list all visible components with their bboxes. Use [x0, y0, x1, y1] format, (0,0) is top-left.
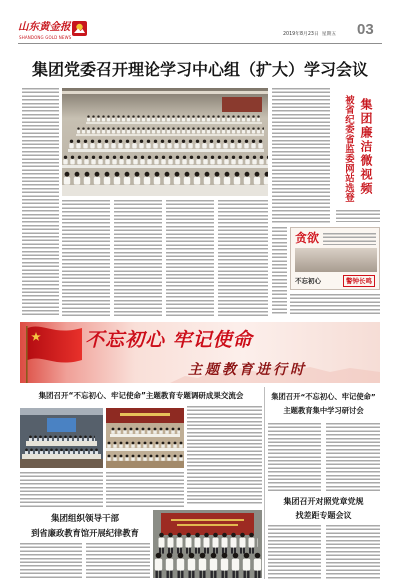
- study-seminar-headline-line1: 集团召开“不忘初心、牢记使命”: [271, 392, 376, 401]
- seated-row: [110, 427, 180, 434]
- video-still-image: [290, 227, 380, 290]
- discipline-education-headline-line1: 集团组织领导干部: [50, 514, 119, 524]
- gap-meeting-body-text: [326, 525, 380, 579]
- seated-row: [76, 127, 264, 134]
- video-still-title: 贪欲: [295, 231, 320, 245]
- lead-body-text: [62, 200, 110, 316]
- front-row-people: [153, 552, 262, 578]
- exchange-meeting-photo: [20, 408, 103, 468]
- header-rule: [18, 43, 382, 44]
- conference-table: [26, 441, 97, 446]
- video-still-caption-right: 警钟长鸣: [343, 275, 375, 287]
- lead-body-text: [272, 88, 330, 224]
- flag-cloth: [28, 326, 82, 362]
- issue-dateline: [283, 32, 336, 38]
- seated-row: [62, 155, 268, 165]
- exchange-meeting-body-text: [187, 406, 262, 506]
- backdrop-lettering: [120, 413, 170, 416]
- seminar-audience-photo: [106, 408, 184, 468]
- seated-row: [62, 171, 268, 185]
- lead-body-text: [114, 200, 162, 316]
- lead-body-text: [22, 88, 59, 316]
- masthead-english-title: SHANDONG GOLD NEWS: [19, 35, 72, 40]
- stage-screen: [222, 97, 262, 112]
- panel-lettering: [177, 524, 238, 526]
- panel-lettering: [171, 519, 244, 521]
- video-still-caption-left: 不忘初心: [295, 277, 321, 285]
- discipline-education-body-text: [20, 543, 82, 579]
- exchange-meeting-headline: 集团召开“不忘初心、牢记使命”主题教育专题调研成果交流会: [38, 391, 244, 400]
- sidebar-headline-main: 集团廉洁微视频: [359, 98, 373, 196]
- logo-sun: [76, 24, 82, 30]
- flag-pole: [26, 326, 28, 383]
- lead-headline: 集团党委召开理论学习中心组（扩大）学习会议: [31, 60, 368, 79]
- sidebar-body-text: [290, 294, 380, 316]
- study-seminar-body-text: [268, 423, 321, 491]
- lead-body-text: [166, 200, 214, 316]
- study-seminar-body-text: [326, 423, 380, 491]
- banner-slogan: 不忘初心 牢记使命: [85, 329, 253, 351]
- conference-table: [22, 454, 101, 459]
- desk-row: [106, 448, 184, 451]
- lead-meeting-photo: [62, 88, 268, 196]
- desk-row: [76, 134, 264, 136]
- video-still-small-text: [323, 233, 376, 245]
- seated-row: [68, 139, 264, 149]
- desk-row: [110, 434, 180, 437]
- issue-weekday: 星期五: [321, 32, 337, 37]
- sidebar-body-text: [272, 227, 287, 316]
- sidebar-byline-text: [336, 210, 380, 222]
- desk-row: [62, 165, 268, 168]
- seated-row: [106, 454, 184, 461]
- seated-row: [106, 441, 184, 448]
- seated-row: [28, 435, 95, 441]
- ceiling-lights: [62, 91, 268, 94]
- back-row-people: [157, 532, 258, 554]
- discipline-education-body-text: [86, 543, 150, 579]
- page-number: 03: [357, 21, 374, 38]
- room-ceiling: [20, 408, 103, 415]
- seated-row: [24, 448, 99, 454]
- photo-caption-text: [20, 472, 103, 508]
- desk-row: [86, 122, 262, 124]
- theme-education-banner: [20, 322, 380, 383]
- video-still-frame: [295, 248, 377, 272]
- gap-meeting-headline-line2: 找差距专题会议: [295, 511, 352, 520]
- room-floor: [20, 459, 103, 468]
- discipline-education-headline-line2: 到省廉政教育馆开展纪律教育: [31, 528, 139, 538]
- masthead-title: 山东黄金报: [18, 21, 71, 33]
- lead-body-text: [218, 200, 268, 316]
- shandong-gold-logo-icon: [72, 21, 87, 36]
- sidebar-headline-sub: 被省纪委省监委网站选登: [343, 95, 354, 203]
- seated-row: [86, 115, 262, 122]
- red-flag-icon: [20, 322, 92, 383]
- issue-date: 2019年8月23日: [283, 32, 319, 37]
- projection-screen: [47, 418, 76, 432]
- gap-meeting-headline-line1: 集团召开对照党章党规: [283, 497, 364, 506]
- exchange-meeting-body-text: [106, 472, 184, 508]
- study-seminar-headline-line2: 主题教育集中学习研讨会: [283, 406, 364, 415]
- banner-subtitle: 主题教育进行时: [188, 362, 307, 378]
- desk-row: [68, 149, 264, 152]
- column-divider: [264, 387, 265, 579]
- group-visit-photo: [153, 510, 262, 578]
- hall-floor: [106, 461, 184, 468]
- gap-meeting-body-text: [268, 525, 321, 579]
- desk-row: [62, 185, 268, 196]
